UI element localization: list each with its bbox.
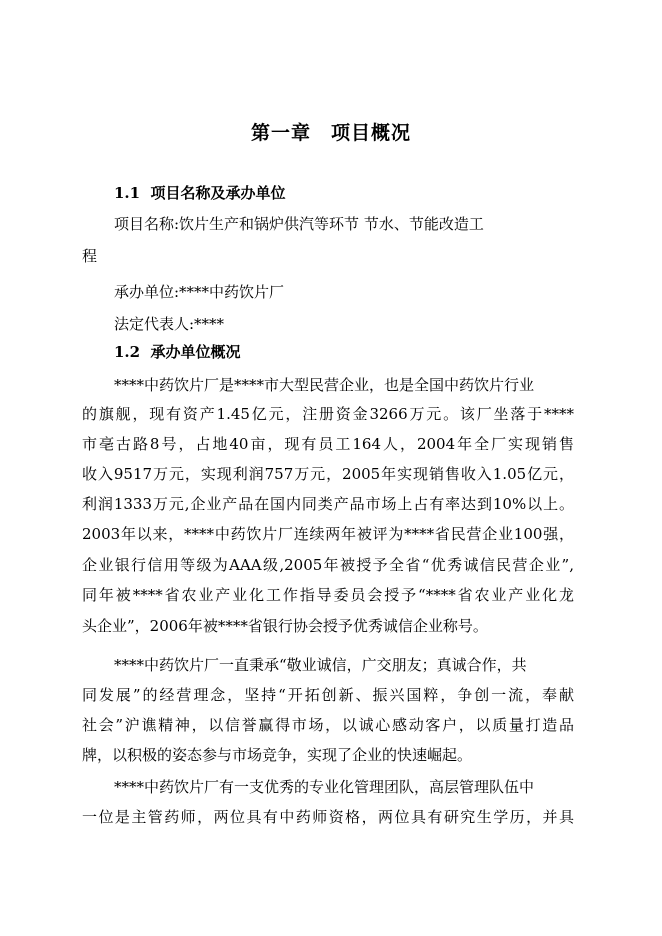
paragraph-2-line: 社会”沪谯精神，以信誉赢得市场，以诚心感动客户，以质量打造品 bbox=[82, 716, 574, 734]
paragraph-1-line: 收入9517万元，实现利润757万元，2005年实现销售收入1.05亿元， bbox=[82, 465, 574, 483]
paragraph-3-line: 一位是主管药师，两位具有中药师资格，两位具有研究生学历，并具 bbox=[82, 808, 574, 826]
paragraph-1-line: 的旗舰，现有资产1.45亿元，注册资金3266万元。该厂坐落于**** bbox=[82, 405, 574, 423]
paragraph-1-line: 头企业”，2006年被****省银行协会授予优秀诚信企业称号。 bbox=[82, 617, 488, 635]
paragraph-2-line: 牌，以积极的姿态参与市场竞争，实现了企业的快速崛起。 bbox=[82, 746, 473, 764]
paragraph-1-line: 同年被****省农业产业化工作指导委员会授予“****省农业产业化龙 bbox=[82, 586, 574, 604]
paragraph-1-line: 市亳古路8号，占地40亩，现有员工164人，2004年全厂实现销售 bbox=[82, 435, 574, 453]
paragraph-1-line: 2003年以来，****中药饮片厂连续两年被评为****省民营企业100强， bbox=[82, 525, 574, 543]
paragraph-2-line: ****中药饮片厂一直秉承“敬业诚信，广交朋友；真诚合作，共 bbox=[114, 656, 527, 674]
legal-rep-line: 法定代表人:**** bbox=[114, 315, 225, 333]
paragraph-2-line: 同发展”的经营理念，坚持“开拓创新、振兴国粹，争创一流，奉献 bbox=[82, 686, 574, 704]
paragraph-1-line: 企业银行信用等级为AAA级,2005年被授予全省“优秀诚信民营企业”, bbox=[82, 556, 574, 574]
section-heading-1-2: 1.2 承办单位概况 bbox=[114, 343, 241, 361]
paragraph-3-line: ****中药饮片厂有一支优秀的专业化管理团队，高层管理队伍中 bbox=[114, 778, 535, 796]
section-heading-1-1: 1.1 项目名称及承办单位 bbox=[114, 184, 286, 202]
paragraph-1-line: 利润1333万元,企业产品在国内同类产品市场上占有率达到10%以上。 bbox=[82, 495, 574, 513]
chapter-title: 第一章 项目概况 bbox=[250, 122, 411, 144]
paragraph-1-line: ****中药饮片厂是****市大型民营企业，也是全国中药饮片行业 bbox=[114, 376, 535, 394]
organizer-line: 承办单位:****中药饮片厂 bbox=[114, 283, 285, 301]
project-name-line-2: 程 bbox=[82, 247, 98, 265]
project-name-line-1: 项目名称:饮片生产和锅炉供汽等环节 节水、节能改造工 bbox=[114, 215, 484, 233]
